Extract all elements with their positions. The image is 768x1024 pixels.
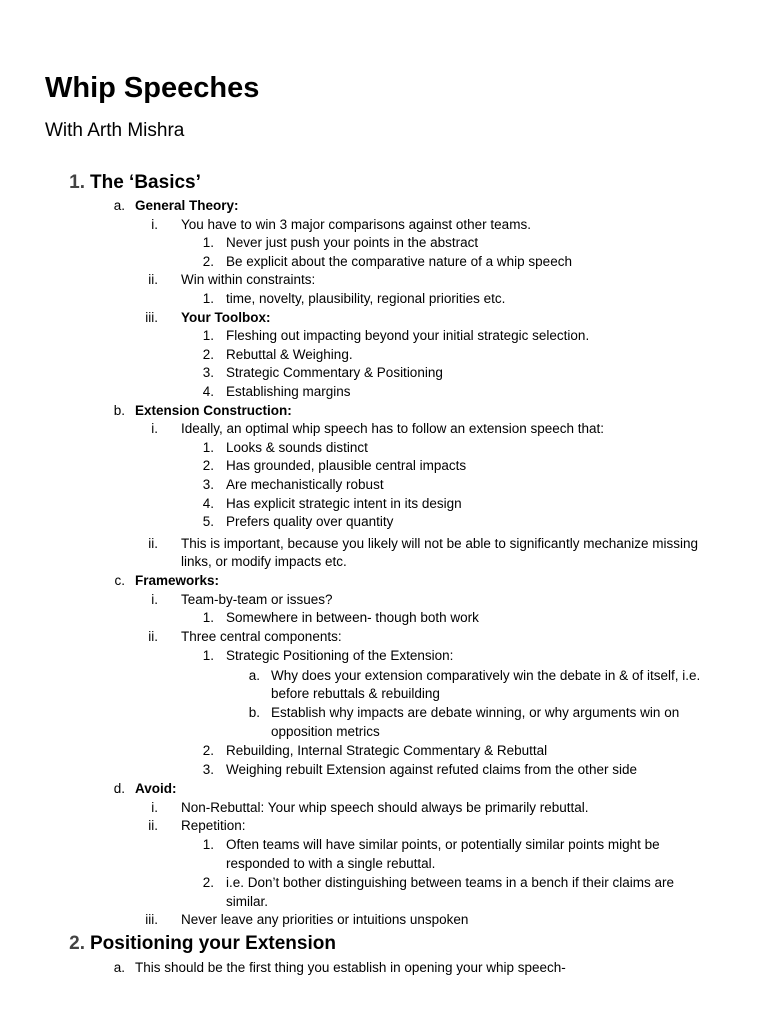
list-text: Frameworks:	[135, 573, 220, 588]
list-marker: iii.	[145, 309, 158, 325]
list-text: similar.	[226, 893, 269, 909]
section-number: 2.	[69, 933, 85, 954]
list-text: responded to with a single rebuttal.	[226, 855, 436, 871]
section-title: Positioning your Extension	[90, 933, 336, 954]
list-marker: 1.	[202, 439, 214, 455]
list-text: Are mechanistically robust	[226, 477, 384, 492]
list-marker: 2.	[202, 458, 214, 474]
list-text: Establishing margins	[226, 384, 351, 399]
list-text: Never leave any priorities or intuitions unspoken	[181, 912, 469, 928]
list-text: time, novelty, plausibility, regional priorities etc.	[226, 291, 506, 306]
list-marker: i.	[151, 421, 158, 437]
list-marker: 1.	[202, 648, 214, 664]
list-marker: b.	[113, 402, 125, 418]
list-text: Repetition:	[181, 818, 246, 834]
list-text: Has explicit strategic intent in its design	[226, 495, 462, 511]
list-marker: iii.	[145, 912, 158, 928]
list-text: Extension Construction:	[135, 402, 292, 418]
list-marker: 4.	[202, 495, 214, 511]
list-marker: ii.	[148, 272, 158, 288]
list-text: You have to win 3 major comparisons against other teams.	[181, 216, 531, 232]
list-marker: i.	[151, 799, 158, 815]
list-text: General Theory:	[135, 198, 239, 213]
list-text: i.e. Don’t bother distinguishing between teams in a bench if their claims are	[226, 875, 674, 890]
list-marker: a.	[113, 960, 125, 975]
list-text: Has grounded, plausible central impacts	[226, 458, 467, 474]
list-marker: i.	[151, 216, 158, 232]
list-marker: 2.	[202, 742, 214, 758]
list-text: links, or modify impacts etc.	[181, 554, 347, 570]
list-text: Weighing rebuilt Extension against refuted claims from the other side	[226, 761, 637, 777]
list-text: Rebuilding, Internal Strategic Commentary & Rebuttal	[226, 742, 548, 758]
list-text: Avoid:	[135, 780, 177, 796]
list-marker: 1.	[202, 235, 214, 251]
list-text: Fleshing out impacting beyond your initial strategic selection.	[226, 328, 590, 344]
list-marker: a.	[113, 198, 125, 213]
list-marker: 2.	[202, 875, 214, 890]
list-marker: ii.	[148, 628, 158, 644]
list-text: This should be the first thing you establish in opening your whip speech-	[135, 960, 566, 975]
document-title: Whip Speeches	[45, 72, 260, 104]
list-text: Win within constraints:	[181, 272, 316, 288]
list-text: Why does your extension comparatively win the debate in & of itself, i.e.	[271, 667, 701, 683]
section-number: 1.	[69, 172, 85, 193]
list-text: Rebuttal & Weighing.	[226, 346, 353, 362]
list-marker: d.	[113, 780, 125, 796]
list-marker: 3.	[202, 761, 214, 777]
list-marker: 1.	[202, 291, 214, 306]
list-text: Strategic Positioning of the Extension:	[226, 648, 454, 664]
list-text: Often teams will have similar points, or potentially similar points might be	[226, 837, 660, 852]
list-marker: ii.	[148, 818, 158, 834]
list-marker: 4.	[202, 384, 214, 399]
list-text: opposition metrics	[271, 723, 380, 739]
list-text: before rebuttals & rebuilding	[271, 686, 440, 702]
document-subtitle: With Arth Mishra	[45, 120, 185, 141]
list-text: Team-by-team or issues?	[181, 591, 333, 607]
list-text: Somewhere in between- though both work	[226, 610, 479, 626]
list-text: Your Toolbox:	[181, 309, 271, 325]
list-text: Establish why impacts are debate winning, or why arguments win on	[271, 705, 680, 721]
list-text: Three central components:	[181, 628, 342, 644]
list-text: Be explicit about the comparative nature of a whip speech	[226, 253, 572, 269]
list-marker: ii.	[148, 535, 158, 551]
list-marker: a.	[248, 667, 260, 683]
list-marker: i.	[151, 591, 158, 607]
list-marker: 2.	[202, 253, 214, 269]
list-marker: c.	[114, 573, 125, 588]
list-text: This is important, because you likely will not be able to significantly mechanize missing	[181, 535, 698, 551]
list-text: Non-Rebuttal: Your whip speech should always be primarily rebuttal.	[181, 799, 589, 815]
list-marker: 1.	[202, 610, 214, 626]
section-title: The ‘Basics’	[90, 172, 201, 193]
list-text: Looks & sounds distinct	[226, 439, 368, 455]
list-text: Never just push your points in the abstract	[226, 235, 479, 251]
list-marker: 5.	[202, 514, 214, 530]
list-marker: 1.	[202, 328, 214, 344]
list-marker: 3.	[202, 365, 214, 381]
list-marker: b.	[248, 705, 260, 721]
list-marker: 1.	[202, 837, 214, 852]
list-text: Prefers quality over quantity	[226, 514, 394, 530]
list-marker: 2.	[202, 346, 214, 362]
list-marker: 3.	[202, 477, 214, 492]
list-text: Ideally, an optimal whip speech has to follow an extension speech that:	[181, 421, 605, 437]
list-text: Strategic Commentary & Positioning	[226, 365, 443, 381]
